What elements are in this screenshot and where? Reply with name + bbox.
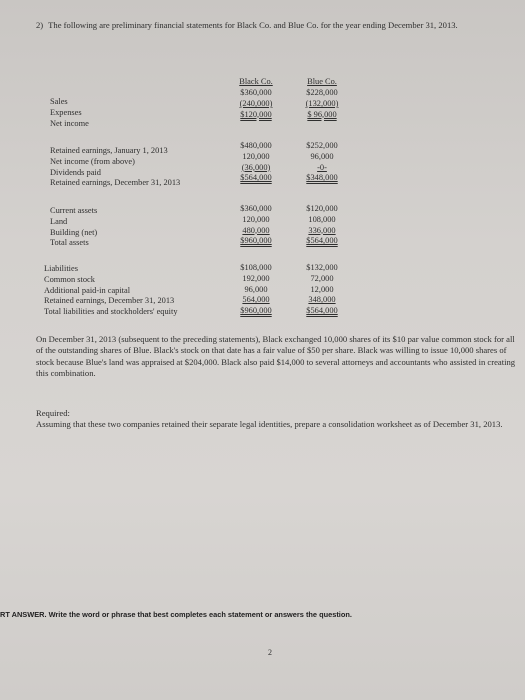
blue-land: 108,000 — [308, 214, 336, 224]
retained-blue-values — [292, 141, 352, 184]
black-total-assets: $960,000 — [240, 236, 272, 246]
blue-re-jan: $252,000 — [306, 141, 338, 150]
blue-liabilities: $132,000 — [306, 263, 338, 272]
required-section — [36, 408, 516, 431]
label-dividends: Dividends paid — [50, 167, 101, 177]
black-common-stock: 192,000 — [242, 273, 270, 283]
label-current-assets: Current assets — [50, 206, 98, 215]
black-re-net-income: 120,000 — [242, 151, 270, 161]
label-common-stock: Common stock — [44, 274, 95, 284]
label-sales: Sales — [50, 97, 68, 106]
blue-total-liab-equity: $564,000 — [306, 306, 338, 316]
retained-labels — [50, 146, 230, 189]
question-intro — [36, 20, 516, 31]
black-net-income: $120,000 — [240, 109, 272, 119]
assets-black-values — [226, 204, 286, 247]
label-total-assets: Total assets — [50, 238, 89, 248]
blue-current-assets: $120,000 — [306, 204, 338, 213]
question-number: 2) — [36, 20, 44, 30]
black-re-dec: $564,000 — [240, 173, 272, 183]
required-label: Required: — [36, 408, 70, 418]
blue-expenses: (132,000) — [305, 98, 339, 108]
blue-net-income: $ 96,000 — [307, 109, 337, 119]
income-blue-values — [292, 88, 352, 120]
assets-blue-values — [292, 204, 352, 247]
black-expenses: (240,000) — [239, 98, 273, 108]
black-sales: $360,000 — [240, 88, 272, 97]
blue-apic: 12,000 — [310, 284, 334, 294]
liabilities-black-values — [226, 263, 286, 317]
label-net-income: Net income — [50, 118, 89, 128]
transaction-paragraph: On December 31, 2013 (subsequent to the preceding statements), Black exchanged 10,000 shares of its $10 par value common stock for all of the outstanding shares of Blue. Black's stock on that date has a fair value of $50 per share. Black was willing to issue 10,000 shares of stock because Blue's land was appraised at $204,000. Black also paid $14,000 to several attorneys and accountants who assisted in creating this combination. — [36, 334, 516, 379]
label-building: Building (net) — [50, 227, 98, 237]
blue-building: 336,000 — [308, 225, 336, 235]
black-building: 480,000 — [242, 225, 270, 235]
blue-common-stock: 72,000 — [310, 273, 334, 283]
label-land: Land — [50, 216, 68, 226]
short-answer-heading: RT ANSWER. Write the word or phrase that best completes each statement or answers the question. — [0, 610, 352, 619]
income-black-values — [226, 88, 286, 120]
blue-total-assets: $564,000 — [306, 236, 338, 246]
required-text: Assuming that these two companies retained their separate legal identities, prepare a consolidation worksheet as of December 31, 2013. — [36, 419, 503, 430]
blue-re-dec-2: 348,000 — [308, 295, 336, 305]
label-apic: Additional paid-in capital — [44, 285, 131, 295]
black-total-liab-equity: $960,000 — [240, 306, 272, 316]
header-black-co: Black Co. — [239, 77, 273, 86]
assets-labels — [50, 206, 230, 249]
black-land: 120,000 — [242, 214, 270, 224]
black-apic: 96,000 — [244, 284, 268, 294]
black-current-assets: $360,000 — [240, 204, 272, 213]
label-liabilities: Liabilities — [44, 264, 78, 273]
label-total-liab-equity: Total liabilities and stockholders' equity — [44, 307, 178, 317]
blue-dividends: -0- — [317, 162, 327, 172]
black-liabilities: $108,000 — [240, 263, 272, 272]
black-re-jan: $480,000 — [240, 141, 272, 150]
page-number: 2 — [268, 648, 272, 657]
black-dividends: (36,000) — [241, 162, 271, 172]
label-re-dec: Retained earnings, December 31, 2013 — [50, 178, 181, 188]
blue-re-net-income: 96,000 — [310, 151, 334, 161]
label-re-dec-2: Retained earnings, December 31, 2013 — [44, 296, 175, 306]
label-re-net-income: Net income (from above) — [50, 156, 135, 166]
retained-black-values — [226, 141, 286, 184]
question-intro-text: The following are preliminary financial statements for Black Co. and Blue Co. for the year ending December 31, 2013. — [48, 20, 458, 30]
liabilities-blue-values — [292, 263, 352, 317]
liabilities-labels — [44, 264, 234, 318]
header-blue-co: Blue Co. — [307, 77, 337, 86]
black-re-dec-2: 564,000 — [242, 295, 270, 305]
blue-re-dec: $348,000 — [306, 173, 338, 183]
label-re-jan: Retained earnings, January 1, 2013 — [50, 146, 168, 155]
income-labels — [50, 97, 230, 129]
blue-sales: $228,000 — [306, 88, 338, 97]
label-expenses: Expenses — [50, 107, 82, 117]
